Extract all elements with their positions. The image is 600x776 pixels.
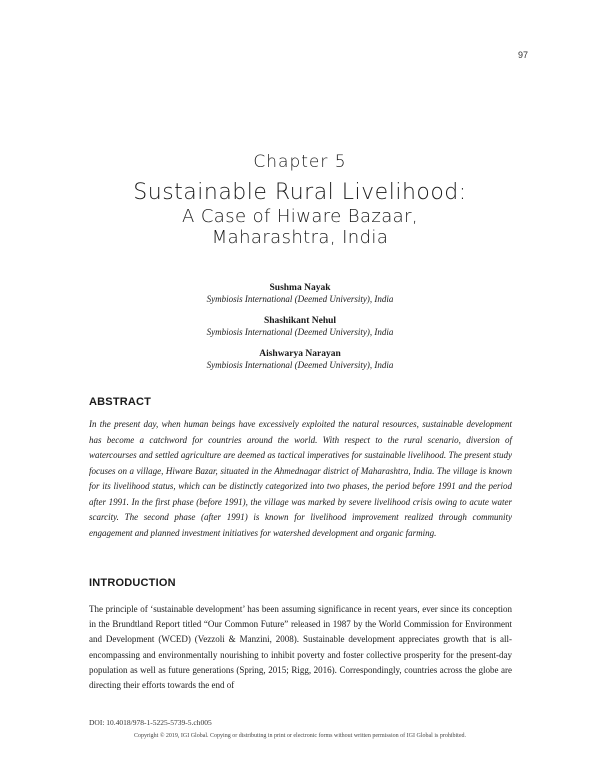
author-name: Sushma Nayak (269, 283, 331, 293)
author-affiliation: Symbiosis International (Deemed University), India (206, 327, 394, 337)
author-affiliation: Symbiosis International (Deemed University), India (206, 294, 394, 304)
copyright-notice: Copyright © 2019, IGI Global. Copying or distributing in print or electronic forms without written permission of IGI Global is prohibited. (133, 733, 466, 739)
author-affiliation: Symbiosis International (Deemed University), India (206, 360, 394, 370)
chapter-label: Chapter 5 (253, 152, 347, 172)
chapter-title (0, 180, 600, 248)
page-number: 97 (517, 50, 528, 60)
author-name: Shashikant Nehul (263, 316, 337, 326)
author-block (0, 315, 600, 338)
title-sub-line-1: A Case of Hiware Bazaar, (181, 206, 418, 227)
author-block (0, 282, 600, 305)
introduction-heading: INTRODUCTION (89, 577, 176, 589)
abstract-heading: ABSTRACT (89, 396, 152, 408)
title-main: Sustainable Rural Livelihood: (133, 180, 467, 205)
author-name: Aishwarya Narayan (259, 349, 341, 359)
introduction-text: The principle of ‘sustainable development’ has been assuming significance in recent years, ever since its conception in the Brundtland Report titled “Our Common Future” released in 1987 by the World Commission for Environment and Development (WCED) (Vezzoli & Manzini, 2008). Sustainable development appreciates growth that is all-encompassing and environmentally nourishing to inhibit poverty and foster collective prosperity for the present-day population as well as future generations (Spring, 2015; Rigg, 2016). Correspondingly, countries across the globe are directing their efforts towards the end of (89, 604, 512, 691)
author-list (0, 282, 600, 381)
abstract-text: In the present day, when human beings have excessively exploited the natural resources, sustainable development has become a catchword for countries around the world. With respect to the rural scenario, diversion of watercourses and settled agriculture are deemed as tactical imperatives for sustainable livelihood. The present study focuses on a village, Hiware Bazar, situated in the Ahmednagar district of Maharashtra, India. The village is known for its livelihood status, which can be distinctly categorized into two phases, the period before 1991 and the period after 1991. In the first phase (before 1991), the village was marked by severe livelihood crisis owing to acute water scarcity. The second phase (after 1991) is known for livelihood improvement realized through community engagement and planned investment initiatives for watershed development and organic farming. (89, 419, 512, 538)
author-block (0, 348, 600, 371)
title-sub-line-2: Maharashtra, India (211, 227, 389, 248)
doi: DOI: 10.4018/978-1-5225-5739-5.ch005 (89, 718, 212, 727)
